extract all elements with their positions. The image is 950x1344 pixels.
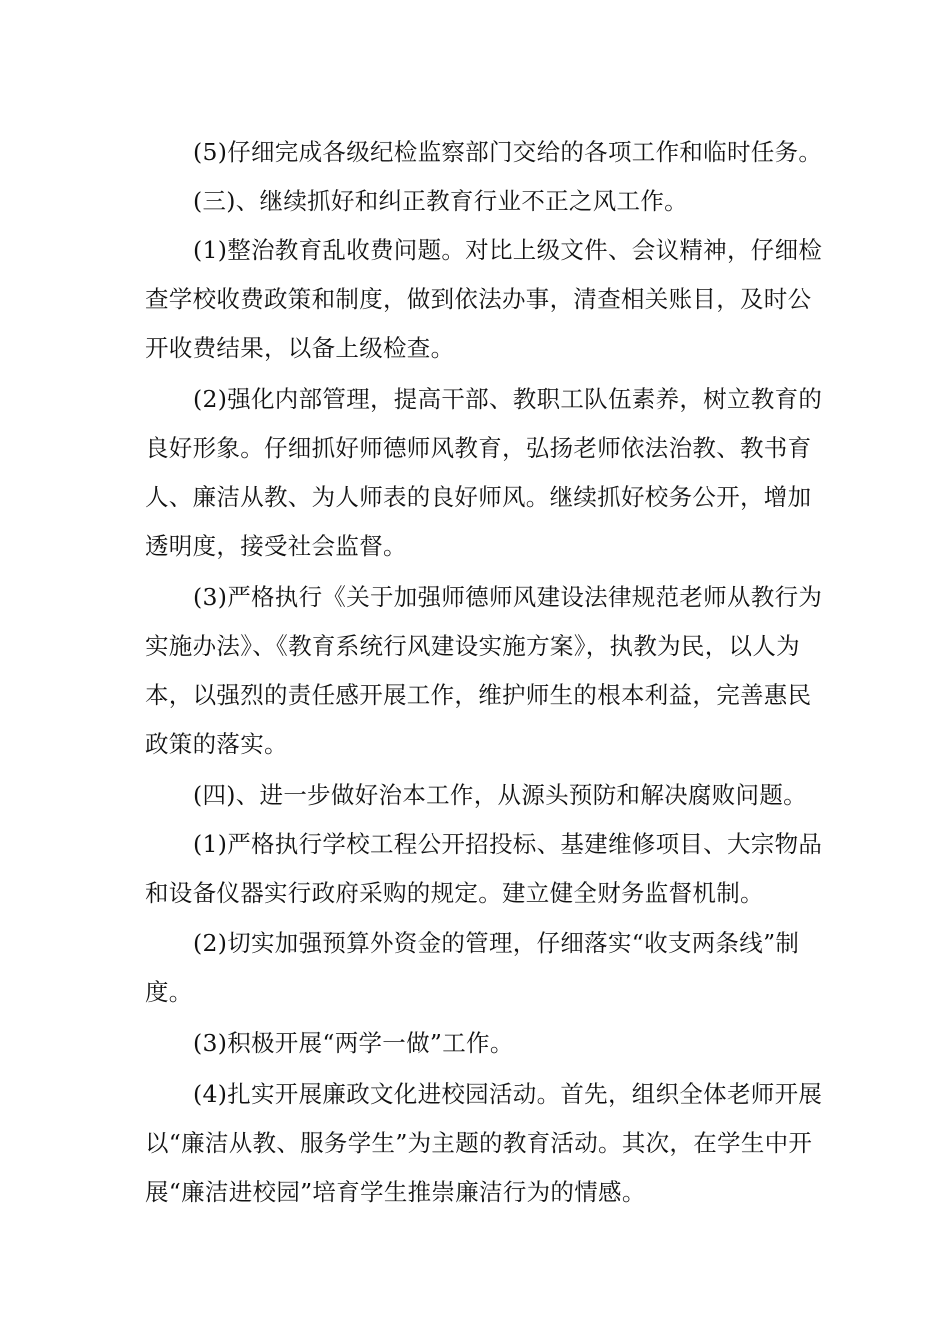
paragraph-two-learn-one-do: (3)积极开展“两学一做”工作。: [193, 1029, 514, 1057]
section-heading-3: (三)、继续抓好和纠正教育行业不正之风工作。: [193, 187, 688, 215]
section-heading-4: (四)、进一步做好治本工作，从源头预防和解决腐败问题。: [193, 781, 807, 809]
paragraph-integrity-culture: (4)扎实开展廉政文化进校园活动。首先，组织全体老师开展以“廉洁从教、服务学生”为主题的教育活动。其次，在学生中开展“廉洁进校园”培育学生推崇廉洁行为的情感。: [145, 1080, 823, 1206]
paragraph-strict-implementation: (3)严格执行《关于加强师德师风建设法律规范老师从教行为实施办法》、《教育系统行风建设实施方案》，执教为民，以人为本，以强烈的责任感开展工作，维护师生的根本利益，完善惠民政策的落实。: [145, 583, 823, 758]
paragraph-internal-management: (2)强化内部管理，提高干部、教职工队伍素养，树立教育的良好形象。仔细抓好师德师风教育，弘扬老师依法治教、教书育人、廉洁从教、为人师表的良好师风。继续抓好校务公开，增加透明度，接受社会监督。: [145, 385, 823, 560]
paragraph-public-bidding: (1)严格执行学校工程公开招投标、基建维修项目、大宗物品和设备仪器实行政府采购的规定。建立健全财务监督机制。: [145, 830, 823, 907]
paragraph-fee-regulation: (1)整治教育乱收费问题。对比上级文件、会议精神，仔细检查学校收费政策和制度，做到依法办事，清查相关账目，及时公开收费结果，以备上级检查。: [145, 236, 823, 362]
paragraph-extra-budget-funds: (2)切实加强预算外资金的管理，仔细落实“收支两条线”制度。: [145, 929, 800, 1006]
paragraph-item-5-task: (5)仔细完成各级纪检监察部门交给的各项工作和临时任务。: [193, 138, 823, 166]
